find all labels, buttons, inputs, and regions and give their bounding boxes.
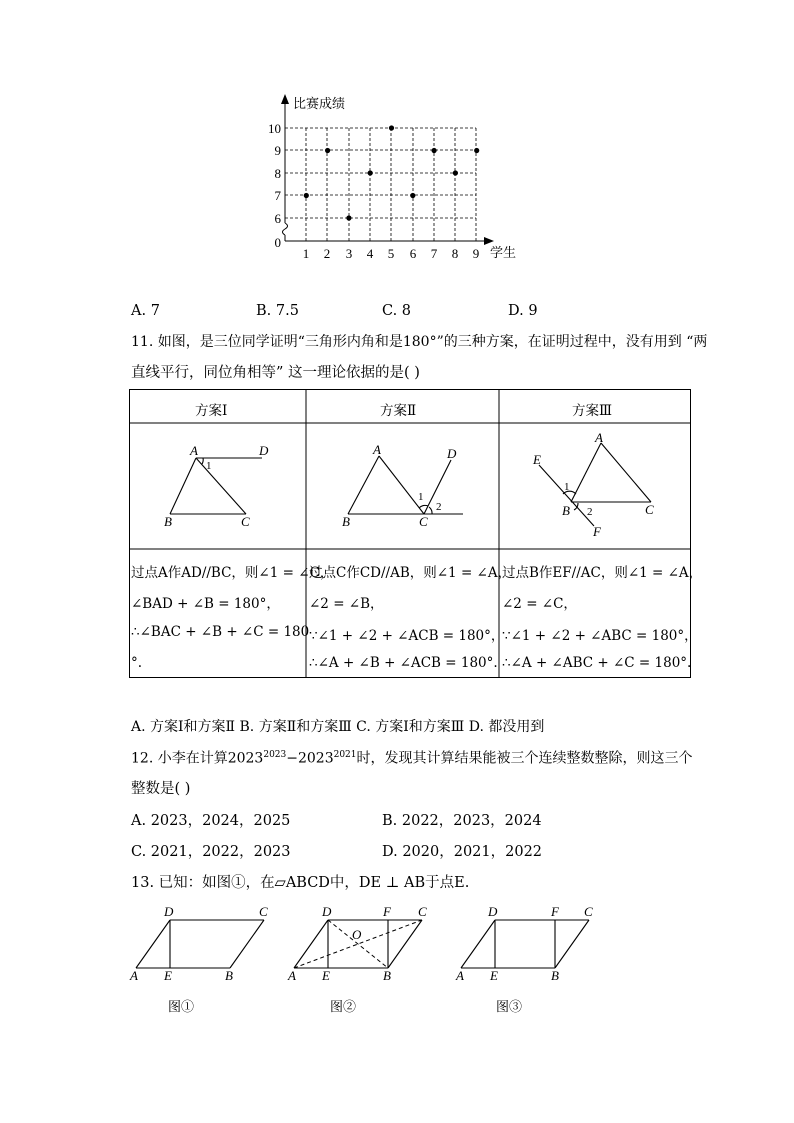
q13f2-label-b: B: [383, 968, 391, 983]
q13f2-label-a: A: [288, 968, 296, 983]
plan1-label-a: A: [190, 443, 198, 458]
q13-figure-2: [286, 902, 436, 1017]
q13-figure-3: [455, 902, 605, 1017]
q13f2-label-f: F: [383, 904, 391, 919]
q13f1-label-c: C: [259, 904, 268, 919]
x-tick-labels: [303, 246, 480, 261]
plan3-triangle-figure: [528, 430, 663, 540]
y-tick-label: 9: [274, 143, 281, 158]
plan3-proof-line: ∵∠1 + ∠2 + ∠ABC = 180°，: [502, 628, 698, 644]
plan1-triangle-figure: [150, 438, 280, 538]
q13f1-caption: 图①: [168, 999, 195, 1014]
q11-options[interactable]: A. 方案Ⅰ和方案Ⅱ B. 方案Ⅱ和方案Ⅲ C. 方案Ⅰ和方案Ⅲ D. 都没用到: [131, 719, 545, 735]
scatter-point: [410, 193, 415, 198]
x-tick-label: 3: [345, 246, 353, 261]
plan3-label-b: B: [562, 503, 570, 518]
plan3-proof-line: ∴∠A + ∠ABC + ∠C = 180°.: [502, 655, 692, 671]
q13f3-label-a: A: [456, 968, 464, 983]
plan3-label-a: A: [595, 430, 603, 445]
q10-option-a[interactable]: A. 7: [131, 303, 160, 319]
q11-stem-line1: 11. 如图，是三位同学证明“三角形内角和是180°”的三种方案，在证明过程中，没有用到 “两: [131, 334, 708, 350]
x-axis-arrow: [484, 237, 494, 245]
q13f1-label-d: D: [164, 904, 174, 919]
chart-grid: [285, 128, 476, 241]
plan1-proof-line: 过点A作AD//BC，则∠1 = ∠C，: [131, 565, 334, 581]
q11-header-plan2: 方案Ⅱ: [380, 403, 417, 419]
scatter-point: [346, 215, 351, 220]
plan2-triangle-figure: [335, 438, 470, 538]
plan2-label-a: A: [373, 442, 381, 457]
plan2-label-d: D: [447, 446, 457, 461]
q13f3-label-d: D: [488, 904, 498, 919]
q12-option-a[interactable]: A. 2023，2024，2025: [131, 813, 291, 829]
q13-stem: 13. 已知：如图①，在▱ABCD中，DE ⊥ AB于点E.: [131, 875, 470, 891]
x-tick-label: 8: [451, 246, 459, 261]
plan3-label-2: 2: [587, 506, 593, 518]
q13f3-caption: 图③: [496, 999, 523, 1014]
plan1-label-b: B: [164, 514, 172, 529]
q13f2-label-d: D: [322, 904, 332, 919]
y-axis-arrow: [281, 94, 289, 104]
plan1-proof-line: ∴∠BAC + ∠B + ∠C = 180: [131, 624, 310, 640]
plan3-proof-line: 过点B作EF//AC，则∠1 = ∠A，: [502, 565, 703, 581]
x-tick-label: 9: [472, 246, 480, 261]
x-tick-label: 2: [323, 246, 331, 261]
y-tick-label: 7: [274, 188, 281, 203]
chart-axes: [283, 98, 489, 241]
plan1-proof-line: ∠BAD + ∠B = 180°，: [131, 596, 280, 612]
q11-header-plan1: 方案Ⅰ: [195, 403, 228, 419]
q12-stem-pre: 12. 小李在计算2023: [131, 750, 264, 767]
plan2-proof-line: ∠2 = ∠B，: [309, 596, 384, 612]
plan2-label-2: 2: [436, 501, 442, 513]
q11-header-plan3: 方案Ⅲ: [572, 403, 613, 419]
x-tick-label: 1: [302, 246, 310, 261]
scatter-point: [304, 193, 309, 198]
x-tick-label: 7: [430, 246, 438, 261]
q12-option-c[interactable]: C. 2021，2022，2023: [131, 844, 291, 860]
q13f2-label-o: O: [352, 927, 362, 942]
score-scatter-chart: [260, 88, 540, 268]
scatter-point: [368, 170, 373, 175]
q13-figure-1: [126, 902, 276, 1017]
y-tick-label: 6: [274, 211, 281, 226]
plan1-proof-line: °.: [131, 655, 143, 671]
q10-option-c[interactable]: C. 8: [382, 303, 412, 319]
scatter-point: [432, 148, 437, 153]
q12-stem-mid: −2023: [286, 750, 334, 767]
q12-stem-post: 时，发现其计算结果能被三个连续整数整除，则这三个: [356, 750, 693, 767]
q10-option-d[interactable]: D. 9: [508, 303, 538, 319]
scatter-point: [389, 125, 394, 130]
x-tick-label: 5: [387, 246, 395, 261]
q12-stem-line2: 整数是( ): [131, 781, 191, 797]
q13f1-label-b: B: [225, 968, 233, 983]
plan1-label-1: 1: [206, 460, 212, 472]
q12-option-b[interactable]: B. 2022，2023，2024: [382, 813, 542, 829]
plan3-label-e: E: [533, 452, 541, 467]
y-tick-labels: [268, 121, 282, 250]
scatter-point: [474, 148, 479, 153]
q10-option-b[interactable]: B. 7.5: [256, 303, 299, 319]
plan2-proof-line: ∴∠A + ∠B + ∠ACB = 180°.: [309, 655, 498, 671]
scatter-point: [453, 170, 458, 175]
y-tick-label: 0: [274, 235, 281, 250]
plan3-proof-line: ∠2 = ∠C，: [502, 596, 577, 612]
plan2-label-b: B: [342, 514, 350, 529]
y-axis-label: 比赛成绩: [293, 96, 346, 111]
plan2-label-1: 1: [418, 491, 424, 503]
plan3-label-c: C: [645, 502, 654, 517]
y-tick-label: 10: [268, 121, 281, 136]
x-axis-label: 学生: [490, 245, 517, 260]
x-tick-label: 4: [366, 246, 374, 261]
q12-exponent-1: 2023: [263, 750, 287, 760]
q12-option-d[interactable]: D. 2020，2021，2022: [382, 844, 543, 860]
plan2-label-c: C: [419, 514, 428, 529]
q13f2-caption: 图②: [330, 999, 357, 1014]
q13f3-label-c: C: [584, 904, 593, 919]
q12-exponent-2: 2021: [333, 750, 357, 760]
plan2-proof-line: 过点C作CD//AB，则∠1 = ∠A，: [309, 565, 512, 581]
q13f3-label-e: E: [490, 968, 498, 983]
q13f1-label-a: A: [130, 968, 138, 983]
plan3-label-1: 1: [564, 481, 570, 493]
scatter-point: [325, 148, 330, 153]
plan3-label-f: F: [593, 524, 601, 539]
q13f2-label-c: C: [418, 904, 427, 919]
plan1-label-c: C: [241, 514, 250, 529]
q13f1-label-e: E: [164, 968, 172, 983]
plan1-label-d: D: [259, 443, 269, 458]
q11-stem-line2: 直线平行，同位角相等” 这一理论依据的是( ): [131, 365, 420, 381]
y-tick-label: 8: [274, 166, 281, 181]
x-tick-label: 6: [409, 246, 417, 261]
q13f3-label-f: F: [551, 904, 559, 919]
q13f3-label-b: B: [551, 968, 559, 983]
plan2-proof-line: ∵∠1 + ∠2 + ∠ACB = 180°，: [309, 628, 505, 644]
q13f2-label-e: E: [322, 968, 330, 983]
q12-stem-line1: [131, 751, 693, 766]
